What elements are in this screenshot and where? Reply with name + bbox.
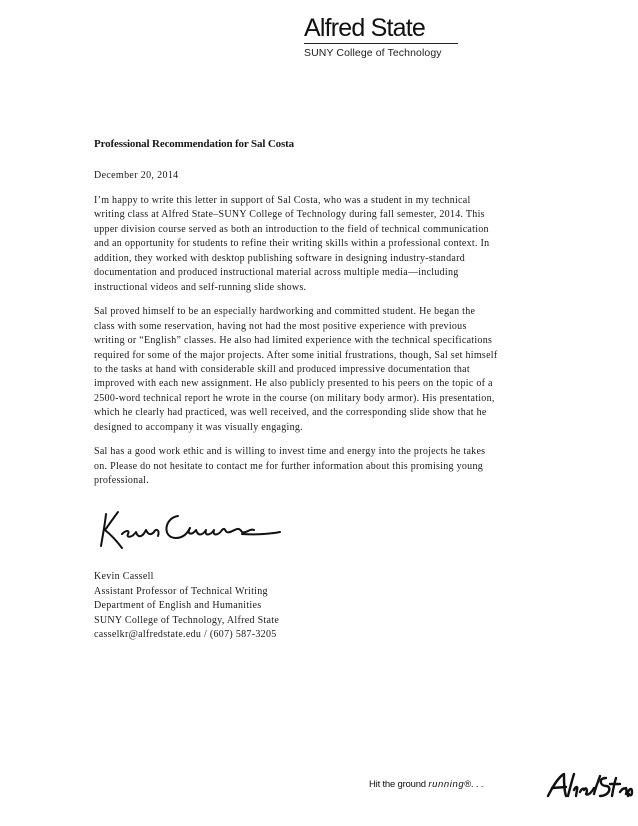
paragraph-intro [94,194,542,295]
text-line: Sal proved himself to be an especially hardworking and committed student. He began the [94,306,476,318]
letterhead [304,14,624,59]
letterhead-title: Alfred State [304,14,426,42]
signer-contact: casselkr@alfredstate.edu / (607) 587-3205 [94,629,277,640]
text-line: professional. [94,475,150,487]
signer-title: Assistant Professor of Technical Writing [94,585,268,597]
text-line: instructional videos and self-running slide shows. [94,281,307,293]
text-line: Sal has a good work ethic and is willing to invest time and energy into the projects he takes [94,446,486,458]
paragraph-closing [94,445,542,488]
text-line: addition, they worked with desktop publishing software in designing industry-standard [94,252,465,264]
text-line: documentation and produced instructional material across multiple media—including [94,267,459,279]
signer-institution: SUNY College of Technology, Alfred State [94,614,280,626]
text-line: to the tasks at hand with considerable skill and produced impressive documentation that [94,363,470,375]
letter-body [94,138,542,499]
signer-department: Department of English and Humanities [94,600,262,611]
handwritten-signature [92,504,284,554]
alfred-state-script-logo [544,770,634,800]
letterhead-subtitle: SUNY College of Technology [304,47,442,59]
text-line: designed to accompany it was visually engaging. [94,421,303,433]
text-line: which he clearly had practiced, was well received, and the corresponding slide show that he [94,407,487,419]
text-line: improved with each new assignment. He also publicly presented to his peers on the topic of a [94,378,493,390]
tagline-suffix: ®. . . [464,779,484,790]
text-line: 2500-word technical report he wrote in the course (on military body armor). His presentation, [94,392,495,404]
letter-date: December 20, 2014 [94,170,179,181]
text-line: required for some of the major projects. After some initial frustrations, though, Sal set himself [94,349,498,361]
signature-block [94,570,279,643]
text-line: writing or “English” classes. He also had limited experience with the technical specifications [94,335,493,347]
text-line: writing class at Alfred State–SUNY College of Technology during fall semester, 2014. This [94,209,485,221]
letterhead-rule [304,43,458,44]
text-line: I’m happy to write this letter in support of Sal Costa, who was a student in my technical [94,195,471,206]
footer-tagline [369,779,483,790]
text-line: upper division course served as both an introduction to the field of technical communication [94,223,489,235]
text-line: class with some reservation, having not had the most positive experience with previous [94,320,467,332]
letter-subject: Professional Recommendation for Sal Costa [94,138,294,150]
tagline-emphasis: running [428,779,465,790]
text-line: on. Please do not hesitate to contact me for further information about this promising young [94,460,484,472]
signer-name: Kevin Cassell [94,571,154,582]
tagline-prefix: Hit the ground [369,779,429,790]
paragraph-evaluation [94,305,542,435]
text-line: and an opportunity for students to refine their writing skills within a professional context. In [94,238,490,250]
